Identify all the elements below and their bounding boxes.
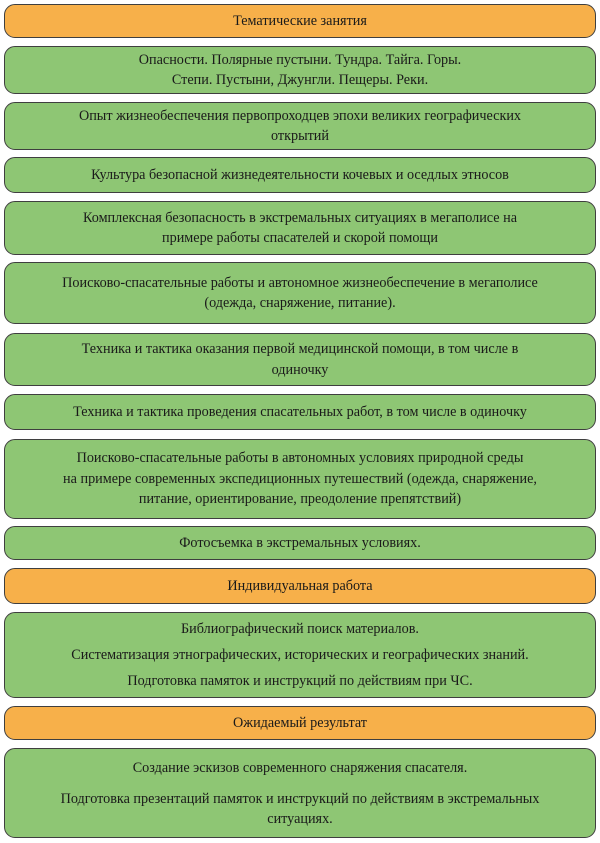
topic-line: одиночку: [271, 361, 329, 378]
header-thematic-lessons: [4, 4, 596, 38]
topic-line: Опасности. Полярные пустыни. Тундра. Тайга. Горы.: [138, 51, 462, 68]
individual-item: Систематизация этнографических, исторических и географических знаний.: [71, 646, 529, 663]
topic-line: Фотосъемка в экстремальных условиях.: [179, 534, 421, 551]
topic-line: открытий: [270, 128, 329, 144]
topic-first-aid: [4, 333, 596, 386]
topic-line: Поисково-спасательные работы и автономное жизнеобеспечение в мегаполисе: [62, 274, 538, 291]
topic-line: питание, ориентирование, преодоление препятствий): [138, 491, 462, 508]
topic-line: примере работы спасателей и скорой помощи: [162, 230, 438, 246]
expected-result-list: [4, 748, 596, 838]
topic-line: Степи. Пустыни, Джунгли. Пещеры. Реки.: [171, 72, 429, 88]
topic-line: (одежда, снаряжение, питание).: [204, 295, 396, 311]
individual-work-list: [4, 612, 596, 698]
topic-line: Техника и тактика оказания первой медицинской помощи, в том числе в: [81, 341, 519, 357]
header-label: Ожидаемый результат: [233, 714, 367, 731]
individual-item: Подготовка памяток и инструкций по действиям при ЧС.: [127, 672, 473, 689]
topic-line: Комплексная безопасность в экстремальных ситуациях в мегаполисе на: [82, 209, 518, 226]
topic-autonomous-expeditions: [4, 439, 596, 519]
topic-line: Техника и тактика проведения спасательных работ, в том числе в одиночку: [73, 403, 527, 420]
topic-search-rescue-megapolis: [4, 262, 596, 324]
header-individual-work: [4, 568, 596, 604]
header-label: Тематические занятия: [233, 12, 367, 29]
individual-item: Библиографический поиск материалов.: [181, 620, 419, 637]
topic-line: Опыт жизнеобеспечения первопроходцев эпохи великих географических: [78, 107, 522, 124]
topic-hazards-environments: [4, 46, 596, 94]
topic-line: Культура безопасной жизнедеятельности кочевых и оседлых этносов: [91, 166, 509, 183]
topic-line: на примере современных экспедиционных путешествий (одежда, снаряжение,: [63, 470, 537, 487]
topic-line: Поисково-спасательные работы в автономных условиях природной среды: [76, 450, 524, 467]
result-item: ситуациях.: [267, 811, 333, 828]
header-expected-result: [4, 706, 596, 740]
topic-safety-culture-ethnic: [4, 157, 596, 193]
result-item: Создание эскизов современного снаряжения спасателя.: [132, 760, 468, 777]
topic-extreme-photography: [4, 526, 596, 560]
topic-pioneers-experience: [4, 102, 596, 150]
header-label: Индивидуальная работа: [227, 577, 373, 594]
topic-megapolis-security: [4, 201, 596, 255]
result-item: Подготовка презентаций памяток и инструкций по действиям в экстремальных: [60, 790, 540, 807]
topic-rescue-operations: [4, 394, 596, 430]
